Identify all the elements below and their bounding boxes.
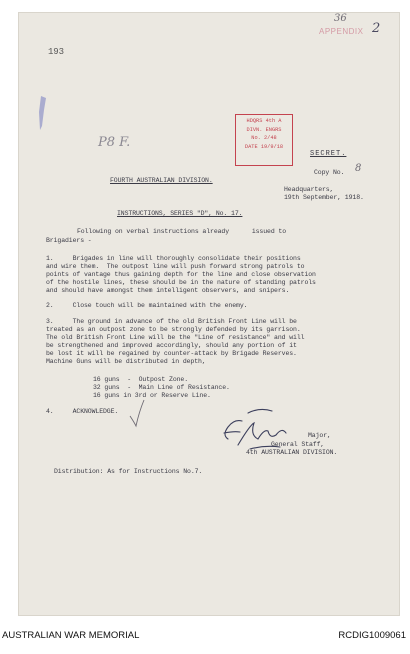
handwritten-filing-note: P8 F. bbox=[98, 135, 131, 150]
paragraph-1-line-4: of the hostile lines, these should be in the nature of standing patrols bbox=[46, 279, 316, 286]
paragraph-3-line-4: be strengthened and improved accordingly, should any portion of it bbox=[46, 342, 297, 349]
signature-division: 4th AUSTRALIAN DIVISION. bbox=[246, 449, 338, 456]
paper-crease-mark bbox=[38, 96, 48, 130]
paragraph-3-line-3: The old British Front Line will be the "Line of resistance" and will bbox=[46, 334, 305, 341]
paragraph-1-line-1: 1. Brigades in line will thoroughly consolidate their positions bbox=[46, 255, 301, 262]
paragraph-4-acknowledge: 4. ACKNOWLEDGE. bbox=[46, 408, 119, 415]
secret-label: SECRET. bbox=[310, 150, 347, 158]
paragraph-1-line-5: and should have amongst them intelligent observers, and snipers. bbox=[46, 287, 290, 294]
guns-line-2: 32 guns - Main Line of Resistance. bbox=[93, 384, 230, 391]
copy-number-label: Copy No. bbox=[314, 169, 345, 176]
distribution-line: Distribution: As for Instructions No.7. bbox=[54, 468, 203, 475]
handwritten-appendix-number: 2 bbox=[372, 21, 381, 36]
paragraph-3-line-2: treated as an outpost zone to be strongly defended by its garrison. bbox=[46, 326, 301, 333]
acknowledge-tick-mark bbox=[128, 398, 146, 428]
paragraph-1-line-3: points of vantage thus gaining depth for the line and close observation bbox=[46, 271, 316, 278]
intro-line-1: Following on verbal instructions already issued to bbox=[77, 228, 287, 235]
received-stamp bbox=[235, 114, 293, 166]
footer-source: AUSTRALIAN WAR MEMORIAL bbox=[2, 630, 140, 641]
guns-line-3: 16 guns in 3rd or Reserve Line. bbox=[93, 392, 211, 399]
stamp-line-hdqrs: HDQRS 4th A bbox=[246, 118, 282, 124]
division-heading: FOURTH AUSTRALIAN DIVISION. bbox=[110, 177, 213, 184]
paragraph-3-line-1: 3. The ground in advance of the old British Front Line will be bbox=[46, 318, 297, 325]
page-number: 193 bbox=[48, 47, 64, 57]
handwritten-top-number: 36 bbox=[334, 13, 347, 24]
stamp-line-number: No. 2/48 bbox=[251, 135, 277, 142]
paragraph-2: 2. Close touch will be maintained with the enemy. bbox=[46, 302, 248, 309]
handwritten-copy-number: 8 bbox=[355, 163, 362, 174]
headquarters-label: Headquarters, bbox=[284, 186, 334, 193]
appendix-label: APPENDIX bbox=[319, 27, 364, 36]
intro-line-2: Brigadiers - bbox=[46, 237, 92, 244]
paragraph-3-line-6: Machine Guns will be distributed in depth, bbox=[46, 358, 206, 365]
signature-staff: General Staff, bbox=[271, 441, 325, 448]
instructions-title: INSTRUCTIONS, SERIES "D", No. 17. bbox=[117, 210, 243, 217]
footer-record-id: RCDIG1009061 bbox=[338, 630, 406, 641]
paragraph-3-line-5: be lost it will be regained by counter-attack by Brigade Reserves. bbox=[46, 350, 297, 357]
paragraph-1-line-2: and wire them. The outpost line will push forward strong patrols to bbox=[46, 263, 305, 270]
document-page bbox=[18, 12, 400, 616]
document-date: 19th September, 1918. bbox=[284, 194, 364, 201]
stamp-line-divn: DIVN. ENGRS bbox=[246, 126, 282, 133]
guns-line-1: 16 guns - Outpost Zone. bbox=[93, 376, 189, 383]
stamp-line-date: DATE 19/9/18 bbox=[244, 143, 284, 150]
signature-rank: Major, bbox=[308, 432, 331, 439]
